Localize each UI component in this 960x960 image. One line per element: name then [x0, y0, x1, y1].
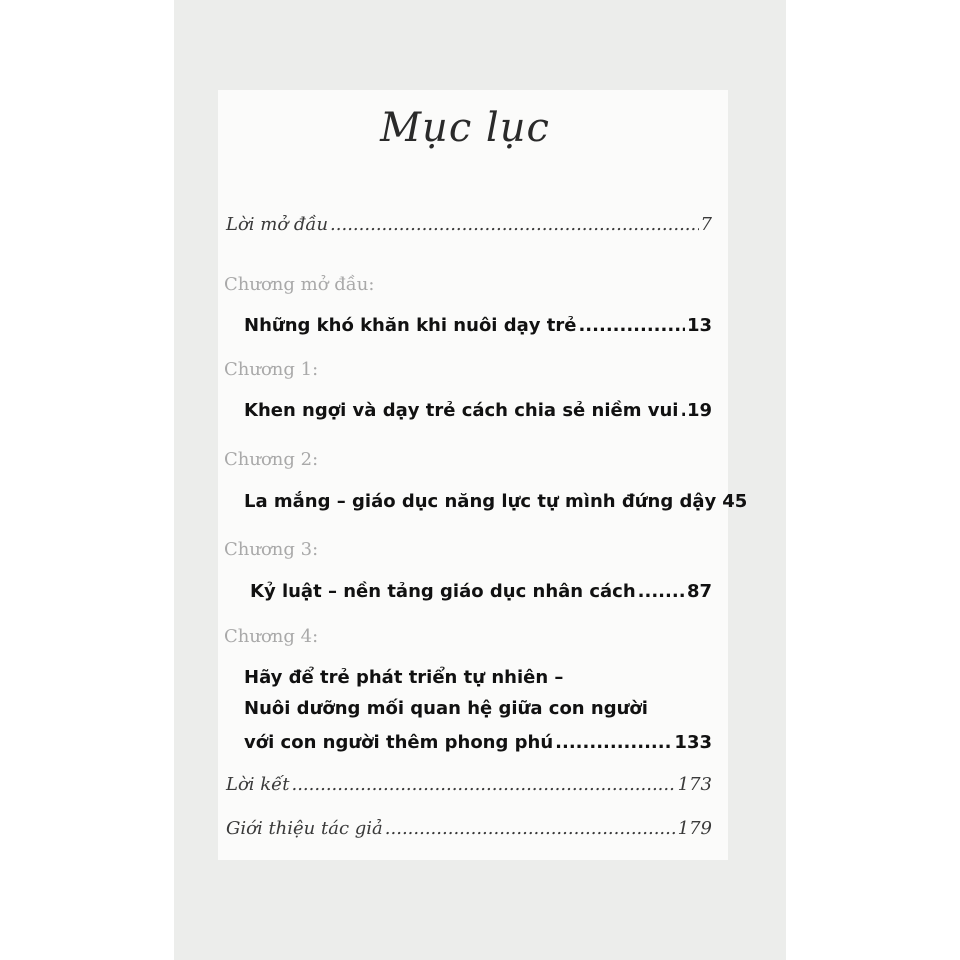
toc-entry-page: 173: [677, 774, 712, 795]
chapter-heading: Chương 4:: [224, 626, 319, 647]
toc-entry-intro: [226, 210, 712, 240]
toc-entry-page: 13: [686, 315, 712, 336]
leader-dots: [638, 577, 685, 607]
toc-entry-label: Lời kết: [226, 774, 290, 795]
leader-dots: [578, 311, 684, 341]
toc-entry-line: Nuôi dưỡng mối quan hệ giữa con người: [244, 698, 648, 719]
toc-entry-label: La mắng – giáo dục năng lực tự mình đứng dậy: [244, 491, 717, 512]
chapter-heading: Chương 3:: [224, 539, 319, 560]
toc-entry-page: 133: [674, 732, 712, 753]
chapter-heading: Chương mở đầu:: [224, 274, 375, 295]
toc-entry-page: 87: [686, 581, 712, 602]
page-title: Mục lục: [380, 105, 550, 151]
toc-entry-label: Khen ngợi và dạy trẻ cách chia sẻ niềm vui: [244, 400, 679, 421]
leader-dots: [291, 770, 675, 800]
toc-entry-page: 179: [677, 818, 712, 839]
toc-entry-chapter-4: [244, 728, 712, 758]
toc-entry-label: Giới thiệu tác giả: [226, 818, 383, 839]
toc-entry-page: 7: [700, 214, 712, 235]
leader-dots: [330, 210, 699, 240]
toc-entry-chapter-3: [250, 577, 712, 607]
toc-entry-page: 45: [722, 491, 748, 512]
toc-entry-label: Kỷ luật – nền tảng giáo dục nhân cách: [250, 581, 636, 602]
toc-entry-chapter-1: [244, 396, 712, 426]
toc-entry-label: Lời mở đầu: [226, 214, 329, 235]
toc-entry-line: Hãy để trẻ phát triển tự nhiên –: [244, 667, 564, 688]
toc-entry-page: 19: [686, 400, 712, 421]
toc-entry-chapter-2: [244, 487, 748, 517]
toc-entry-label: với con người thêm phong phú: [244, 732, 554, 753]
toc-entry-label: Những khó khăn khi nuôi dạy trẻ: [244, 315, 577, 336]
leader-dots: [385, 814, 676, 844]
chapter-heading: Chương 1:: [224, 359, 319, 380]
toc-entry-chapter-0: [244, 311, 712, 341]
leader-dots: [555, 728, 672, 758]
leader-dots: [680, 396, 684, 426]
toc-entry-author: [226, 814, 712, 844]
chapter-heading: Chương 2:: [224, 449, 319, 470]
toc-entry-outro: [226, 770, 712, 800]
